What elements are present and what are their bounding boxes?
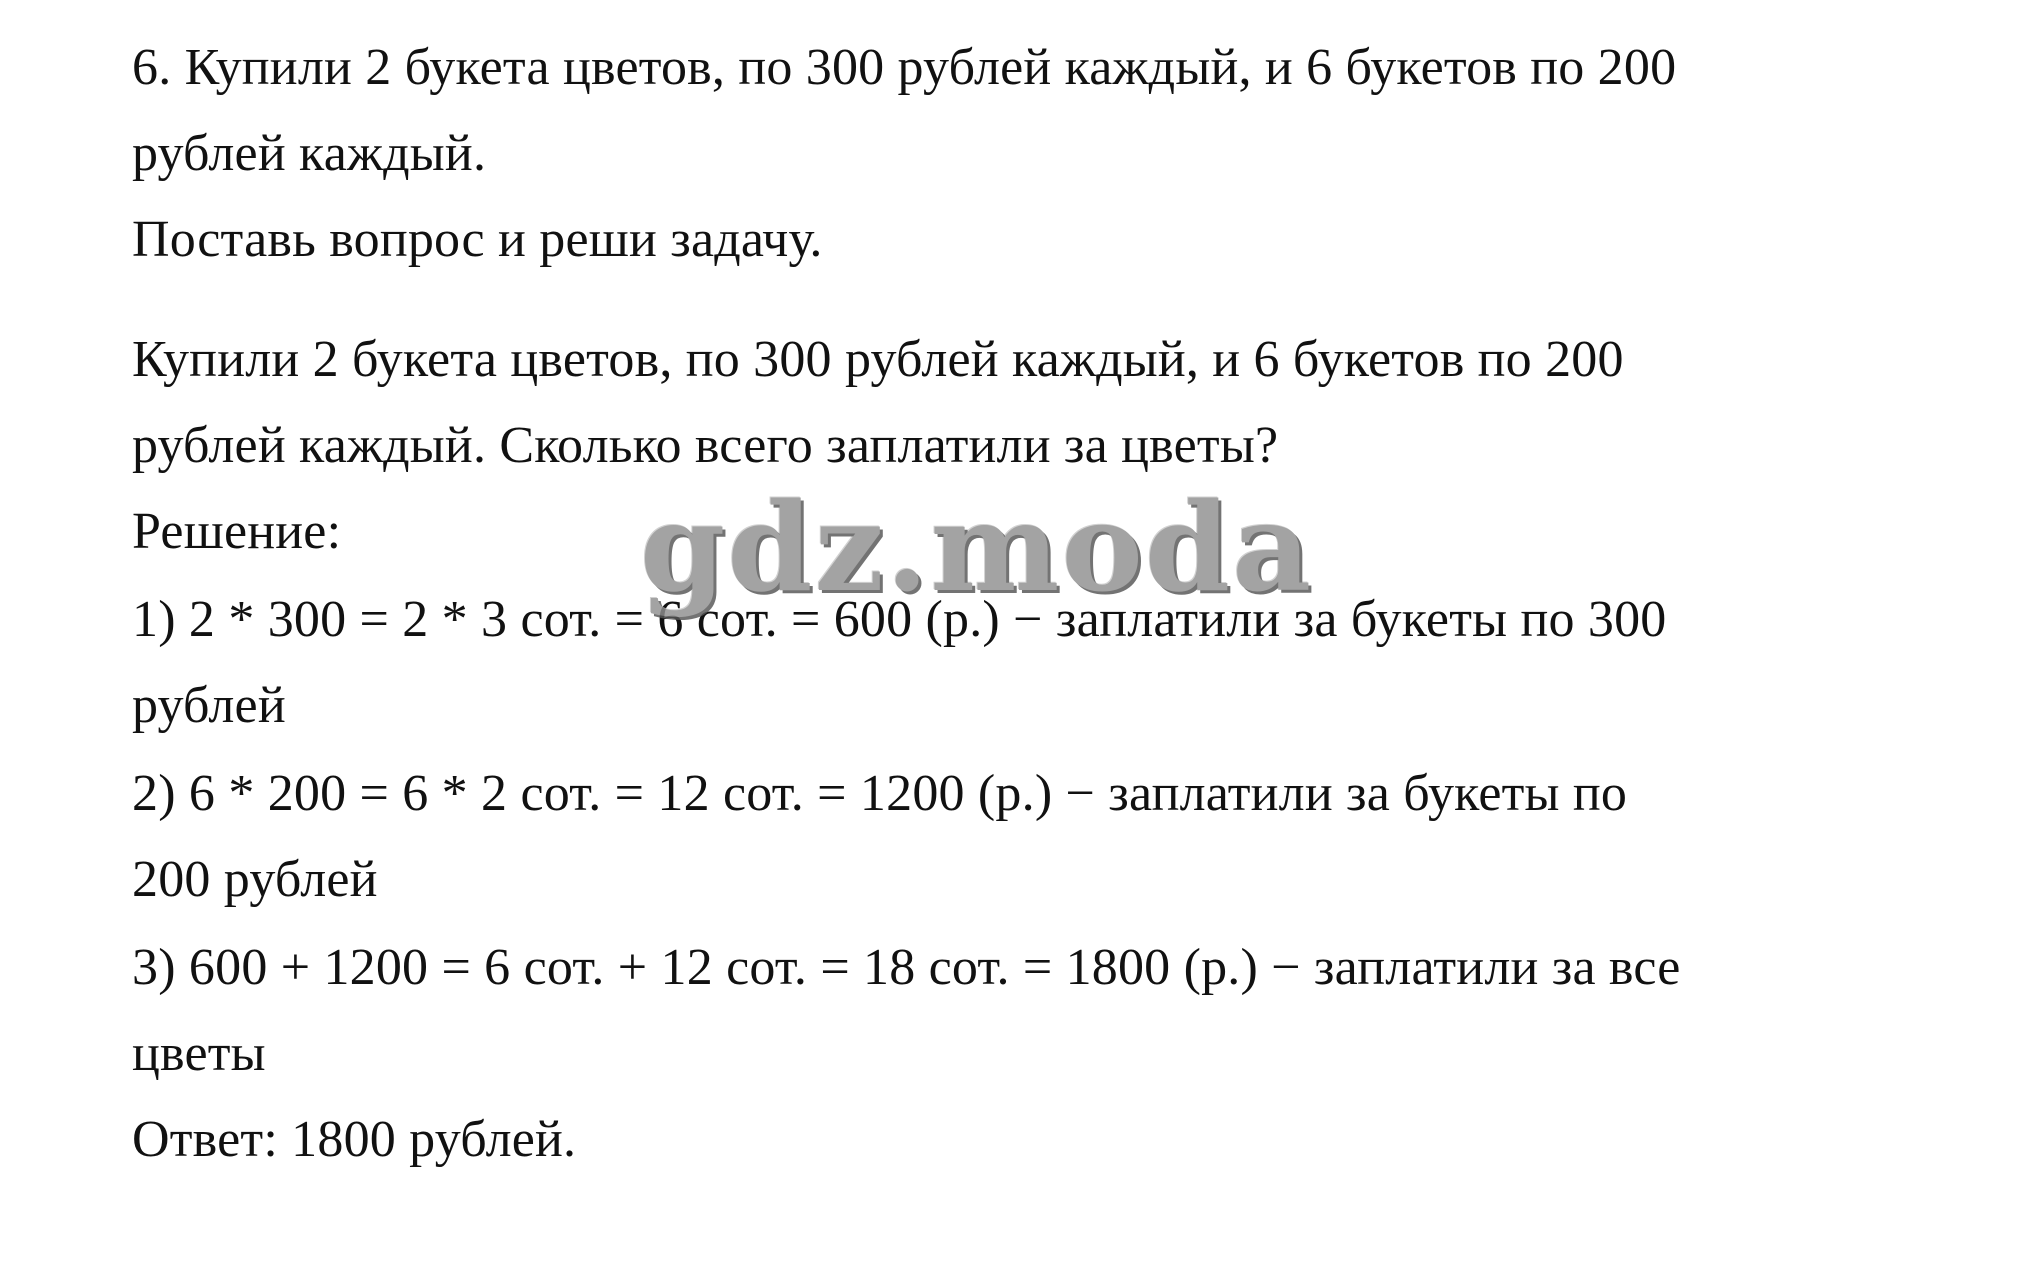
solution-heading: Решение: xyxy=(132,503,342,560)
watermark-logo: gdz.moda xyxy=(640,475,1314,619)
solution-step-3-line-2: цветы xyxy=(132,1025,266,1082)
solution-step-1-line-1: 1) 2 * 300 = 2 * 3 сот. = 6 сот. = 600 (р.) − заплатили за букеты по 300 xyxy=(132,591,1667,648)
restated-problem-line-1: Купили 2 букета цветов, по 300 рублей каждый, и 6 букетов по 200 xyxy=(132,331,1624,388)
task-line-1: 6. Купили 2 букета цветов, по 300 рублей каждый, и 6 букетов по 200 xyxy=(132,39,1677,96)
solution-step-3-line-1: 3) 600 + 1200 = 6 сот. + 12 сот. = 18 сот. = 1800 (р.) − заплатили за все xyxy=(132,939,1681,996)
task-line-2: рублей каждый. xyxy=(132,125,487,182)
answer-line: Ответ: 1800 рублей. xyxy=(132,1111,577,1168)
task-instruction: Поставь вопрос и реши задачу. xyxy=(132,211,823,268)
solution-step-1-line-2: рублей xyxy=(132,677,286,734)
solution-step-2-line-1: 2) 6 * 200 = 6 * 2 сот. = 12 сот. = 1200 (р.) − заплатили за букеты по xyxy=(132,765,1628,822)
solution-step-2-line-2: 200 рублей xyxy=(132,851,378,908)
restated-problem-line-2: рублей каждый. Сколько всего заплатили за цветы? xyxy=(132,417,1279,474)
document-page xyxy=(132,0,1992,1279)
